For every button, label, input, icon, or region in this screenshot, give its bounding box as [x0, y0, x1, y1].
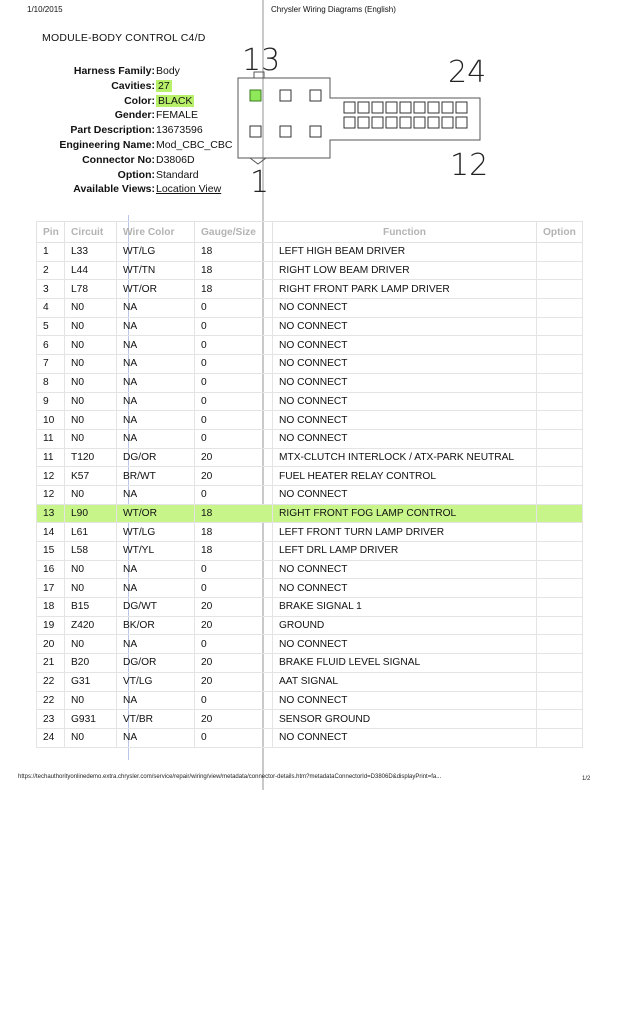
location-view-link[interactable]: Location View	[156, 183, 222, 196]
table-cell: NA	[117, 299, 195, 318]
table-cell: 18	[195, 261, 273, 280]
table-cell: 20	[37, 635, 65, 654]
table-cell: NA	[117, 317, 195, 336]
table-row	[37, 429, 583, 448]
footer-page-number: 1/2	[582, 776, 591, 782]
cavity-grid-right	[344, 102, 467, 128]
table-cell: NA	[117, 392, 195, 411]
column-header: Function	[273, 222, 537, 243]
table-cell	[537, 579, 583, 598]
table-cell	[537, 448, 583, 467]
table-cell: N0	[65, 635, 117, 654]
table-row	[37, 504, 583, 523]
pin-table	[36, 221, 583, 748]
info-label: Option:	[117, 168, 155, 181]
table-cell: 20	[195, 598, 273, 617]
table-cell: VT/LG	[117, 672, 195, 691]
table-cell: 0	[195, 373, 273, 392]
table-cell	[537, 542, 583, 561]
table-cell: NO CONNECT	[273, 691, 537, 710]
table-cell: 21	[37, 654, 65, 673]
table-cell: NO CONNECT	[273, 411, 537, 430]
pin-table-header	[37, 222, 583, 243]
info-value: Mod_CBC_CBC	[156, 139, 233, 151]
table-row	[37, 392, 583, 411]
table-cell: 20	[195, 448, 273, 467]
table-cell: N0	[65, 728, 117, 747]
table-cell: BRAKE FLUID LEVEL SIGNAL	[273, 654, 537, 673]
table-cell: NO CONNECT	[273, 560, 537, 579]
table-cell	[537, 280, 583, 299]
cavity-label-1: 1	[250, 165, 270, 200]
table-cell: L58	[65, 542, 117, 561]
table-cell: 22	[37, 672, 65, 691]
info-label: Gender:	[114, 109, 155, 122]
table-cell	[537, 635, 583, 654]
table-row	[37, 654, 583, 673]
table-cell: 18	[195, 542, 273, 561]
info-value: D3806D	[156, 153, 195, 166]
table-cell: NA	[117, 560, 195, 579]
table-cell: 0	[195, 560, 273, 579]
table-cell: L33	[65, 243, 117, 262]
table-row	[37, 598, 583, 617]
table-row	[37, 467, 583, 486]
column-header: Circuit	[65, 222, 117, 243]
info-value: Standard	[156, 168, 199, 181]
table-cell: 11	[37, 448, 65, 467]
table-cell: 18	[37, 598, 65, 617]
table-cell: N0	[65, 485, 117, 504]
table-cell	[537, 728, 583, 747]
table-cell: NO CONNECT	[273, 485, 537, 504]
table-row	[37, 317, 583, 336]
table-cell	[537, 654, 583, 673]
column-header: Pin	[37, 222, 65, 243]
table-row	[37, 560, 583, 579]
table-row	[37, 616, 583, 635]
table-cell: AAT SIGNAL	[273, 672, 537, 691]
table-row	[37, 355, 583, 374]
table-cell: LEFT DRL LAMP DRIVER	[273, 542, 537, 561]
table-cell: NO CONNECT	[273, 635, 537, 654]
info-value: BLACK	[158, 94, 193, 107]
connector-diagram	[230, 40, 500, 200]
info-value: 27	[158, 79, 170, 92]
table-cell: WT/TN	[117, 261, 195, 280]
table-row	[37, 542, 583, 561]
table-cell: NO CONNECT	[273, 429, 537, 448]
info-label: Harness Family:	[73, 65, 155, 77]
table-cell: G31	[65, 672, 117, 691]
table-cell	[537, 411, 583, 430]
table-cell	[537, 672, 583, 691]
table-cell: 12	[37, 485, 65, 504]
table-cell	[537, 336, 583, 355]
table-cell: RIGHT FRONT FOG LAMP CONTROL	[273, 504, 537, 523]
table-cell: 1	[37, 243, 65, 262]
table-cell: 0	[195, 691, 273, 710]
table-cell: B15	[65, 598, 117, 617]
table-row	[37, 336, 583, 355]
table-cell: VT/BR	[117, 710, 195, 729]
table-cell	[537, 243, 583, 262]
table-cell: NA	[117, 691, 195, 710]
table-cell: N0	[65, 373, 117, 392]
table-cell: 16	[37, 560, 65, 579]
table-cell	[537, 523, 583, 542]
table-cell: 20	[195, 616, 273, 635]
table-cell: WT/LG	[117, 523, 195, 542]
table-cell	[537, 485, 583, 504]
table-cell: 0	[195, 728, 273, 747]
table-cell: DG/WT	[117, 598, 195, 617]
table-cell: L44	[65, 261, 117, 280]
table-cell: 18	[195, 243, 273, 262]
table-cell: BR/WT	[117, 467, 195, 486]
table-cell: 9	[37, 392, 65, 411]
table-cell: NA	[117, 355, 195, 374]
table-cell: 20	[195, 672, 273, 691]
table-cell: NO CONNECT	[273, 579, 537, 598]
info-label: Connector No:	[82, 153, 155, 166]
table-row	[37, 243, 583, 262]
table-cell	[537, 504, 583, 523]
info-label: Engineering Name:	[59, 139, 155, 151]
info-value: Body	[156, 65, 180, 77]
table-cell: NA	[117, 411, 195, 430]
info-label: Cavities:	[111, 79, 155, 92]
table-row	[37, 728, 583, 747]
table-cell: N0	[65, 411, 117, 430]
cavity-label-24: 24	[448, 55, 487, 90]
table-row	[37, 523, 583, 542]
table-cell: LEFT HIGH BEAM DRIVER	[273, 243, 537, 262]
table-cell: NA	[117, 635, 195, 654]
table-cell: 0	[195, 355, 273, 374]
table-cell	[537, 616, 583, 635]
table-cell: 0	[195, 317, 273, 336]
table-cell: N0	[65, 336, 117, 355]
table-cell: 19	[37, 616, 65, 635]
table-cell	[537, 691, 583, 710]
table-cell: FUEL HEATER RELAY CONTROL	[273, 467, 537, 486]
table-cell: 0	[195, 336, 273, 355]
table-cell: 13	[37, 504, 65, 523]
table-cell	[537, 317, 583, 336]
cavity-label-13: 13	[242, 43, 281, 78]
table-row	[37, 261, 583, 280]
table-cell	[537, 261, 583, 280]
table-cell: 18	[195, 280, 273, 299]
table-row	[37, 691, 583, 710]
column-header: Option	[537, 222, 583, 243]
table-cell	[537, 355, 583, 374]
table-cell: WT/LG	[117, 243, 195, 262]
table-row	[37, 485, 583, 504]
table-cell: 20	[195, 467, 273, 486]
table-cell: 7	[37, 355, 65, 374]
info-label: Part Description:	[70, 124, 155, 137]
table-cell: 8	[37, 373, 65, 392]
cavity-row-top-left	[250, 90, 321, 101]
table-cell: N0	[65, 355, 117, 374]
table-cell	[537, 429, 583, 448]
table-cell: 0	[195, 579, 273, 598]
table-cell: 18	[195, 504, 273, 523]
table-cell: 6	[37, 336, 65, 355]
table-cell	[537, 392, 583, 411]
table-cell: DG/OR	[117, 448, 195, 467]
cavity-label-12: 12	[450, 148, 489, 183]
table-row	[37, 579, 583, 598]
table-cell: B20	[65, 654, 117, 673]
document-title: Chrysler Wiring Diagrams (English)	[271, 5, 396, 14]
table-cell	[537, 560, 583, 579]
table-cell: BRAKE SIGNAL 1	[273, 598, 537, 617]
table-cell: 3	[37, 280, 65, 299]
table-cell: 20	[195, 654, 273, 673]
table-row	[37, 373, 583, 392]
table-cell: NA	[117, 485, 195, 504]
table-cell: L61	[65, 523, 117, 542]
table-cell: K57	[65, 467, 117, 486]
cavity-row-bottom-left	[250, 126, 321, 137]
table-cell: 17	[37, 579, 65, 598]
table-cell: T120	[65, 448, 117, 467]
info-value: FEMALE	[156, 109, 199, 122]
table-cell: 0	[195, 485, 273, 504]
cavity-13-highlight	[250, 90, 261, 101]
column-header: Gauge/Size	[195, 222, 273, 243]
table-cell: N0	[65, 579, 117, 598]
module-title: MODULE-BODY CONTROL C4/D	[42, 32, 206, 44]
table-cell: L78	[65, 280, 117, 299]
table-cell: 12	[37, 467, 65, 486]
table-cell: RIGHT LOW BEAM DRIVER	[273, 261, 537, 280]
table-cell: 24	[37, 728, 65, 747]
info-label: Available Views:	[73, 183, 155, 196]
table-row	[37, 448, 583, 467]
info-label: Color:	[124, 94, 155, 107]
footer-url: https://techauthorityonlinedemo.extra.chrysler.com/service/repair/wiring/view/metadata/connector-details.htm?metadataConnectorId=D3806D&displayPrint=fa...	[18, 774, 442, 780]
table-cell: RIGHT FRONT PARK LAMP DRIVER	[273, 280, 537, 299]
table-cell: N0	[65, 299, 117, 318]
connector-outline	[238, 72, 480, 164]
table-cell: NO CONNECT	[273, 299, 537, 318]
table-row	[37, 280, 583, 299]
table-cell: Z420	[65, 616, 117, 635]
table-row	[37, 299, 583, 318]
table-row	[37, 411, 583, 430]
column-header: Wire Color	[117, 222, 195, 243]
table-cell: 14	[37, 523, 65, 542]
table-cell	[537, 299, 583, 318]
table-cell: NO CONNECT	[273, 355, 537, 374]
table-cell: NO CONNECT	[273, 336, 537, 355]
table-cell: 15	[37, 542, 65, 561]
table-cell: 4	[37, 299, 65, 318]
table-cell: 23	[37, 710, 65, 729]
table-cell: NA	[117, 336, 195, 355]
table-cell: NO CONNECT	[273, 317, 537, 336]
table-cell: SENSOR GROUND	[273, 710, 537, 729]
table-cell: N0	[65, 429, 117, 448]
table-cell: 18	[195, 523, 273, 542]
table-cell: 0	[195, 392, 273, 411]
table-cell: NA	[117, 373, 195, 392]
table-cell: 5	[37, 317, 65, 336]
table-cell: LEFT FRONT TURN LAMP DRIVER	[273, 523, 537, 542]
table-cell	[537, 373, 583, 392]
table-cell: MTX-CLUTCH INTERLOCK / ATX-PARK NEUTRAL	[273, 448, 537, 467]
table-cell: NA	[117, 728, 195, 747]
table-cell: WT/OR	[117, 280, 195, 299]
table-cell	[537, 710, 583, 729]
table-cell: L90	[65, 504, 117, 523]
table-cell: 10	[37, 411, 65, 430]
table-cell: 11	[37, 429, 65, 448]
table-cell: N0	[65, 317, 117, 336]
table-row	[37, 710, 583, 729]
table-cell: WT/YL	[117, 542, 195, 561]
table-cell: N0	[65, 392, 117, 411]
table-cell: 0	[195, 429, 273, 448]
print-date: 1/10/2015	[27, 5, 63, 14]
table-cell	[537, 467, 583, 486]
table-cell: NA	[117, 429, 195, 448]
table-cell	[537, 598, 583, 617]
table-cell: 2	[37, 261, 65, 280]
table-row	[37, 635, 583, 654]
table-cell: 0	[195, 635, 273, 654]
table-cell: NO CONNECT	[273, 392, 537, 411]
table-row	[37, 672, 583, 691]
table-cell: N0	[65, 560, 117, 579]
info-value: 13673596	[156, 124, 203, 137]
table-cell: NO CONNECT	[273, 373, 537, 392]
table-cell: 20	[195, 710, 273, 729]
table-cell: NA	[117, 579, 195, 598]
table-cell: 0	[195, 411, 273, 430]
table-cell: DG/OR	[117, 654, 195, 673]
table-cell: GROUND	[273, 616, 537, 635]
table-cell: WT/OR	[117, 504, 195, 523]
table-cell: BK/OR	[117, 616, 195, 635]
table-cell: G931	[65, 710, 117, 729]
table-cell: N0	[65, 691, 117, 710]
table-cell: 0	[195, 299, 273, 318]
table-cell: 22	[37, 691, 65, 710]
table-cell: NO CONNECT	[273, 728, 537, 747]
